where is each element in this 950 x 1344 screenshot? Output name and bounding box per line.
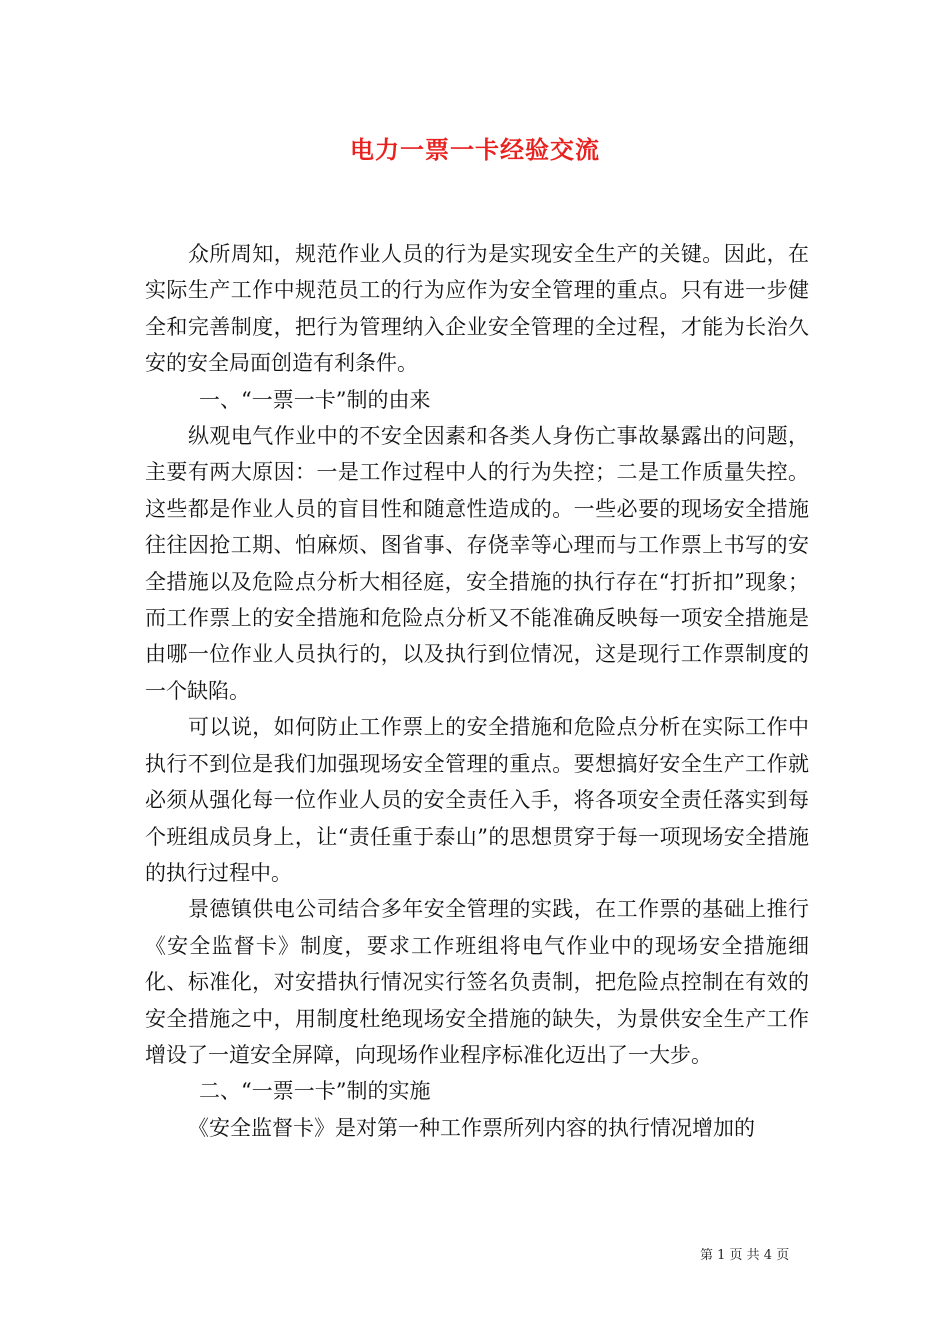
section-heading-origin: 一、“一票一卡”制的由来 — [199, 387, 431, 412]
document-title: 电力一票一卡经验交流 — [350, 135, 600, 164]
page-number-footer: 第 1 页 共 4 页 — [700, 1248, 790, 1263]
section-heading-implementation: 二、“一票一卡”制的实施 — [199, 1079, 431, 1104]
paragraph-origin-causes: 纵观电气作业中的不安全因素和各类人身伤亡事故暴露出的问题，主要有两大原因：一是工作过程中人的行为失控；二是工作质量失控。这些都是作业人员的盲目性和随意性造成的。一些必要的现场安全措施往往因抢工期、怕麻烦、图省事、存侥幸等心理而与工作票上书写的安全措施以及危险点分析大相径庭，安全措施的执行存在“打折扣”现象；而工作票上的安全措施和危险点分析又不能准确反映每一项安全措施是由哪一位作业人员执行的，以及执行到位情况，这是现行工作票制度的一个缺陷。 — [145, 424, 809, 703]
paragraph-implementation: 《安全监督卡》是对第一种工作票所列内容的执行情况增加的 — [188, 1115, 755, 1140]
paragraph-intro: 众所周知，规范作业人员的行为是实现安全生产的关键。因此，在实际生产工作中规范员工的行为应作为安全管理的重点。只有进一步健全和完善制度，把行为管理纳入企业安全管理的全过程，才能为长治久安的安全局面创造有利条件。 — [145, 242, 809, 376]
paragraph-company-practice: 景德镇供电公司结合多年安全管理的实践，在工作票的基础上推行《安全监督卡》制度，要求工作班组将电气作业中的现场安全措施细化、标准化，对安措执行情况实行签名负责制，把危险点控制在有效的安全措施之中，用制度杜绝现场安全措施的缺失，为景供安全生产工作增设了一道安全屏障，向现场作业程序标准化迈出了一大步。 — [145, 897, 809, 1067]
paragraph-key-point: 可以说，如何防止工作票上的安全措施和危险点分析在实际工作中执行不到位是我们加强现场安全管理的重点。要想搞好安全生产工作就必须从强化每一位作业人员的安全责任入手，将各项安全责任落实到每个班组成员身上，让“责任重于泰山”的思想贯穿于每一项现场安全措施的执行过程中。 — [145, 715, 809, 885]
document-body — [145, 236, 809, 1146]
